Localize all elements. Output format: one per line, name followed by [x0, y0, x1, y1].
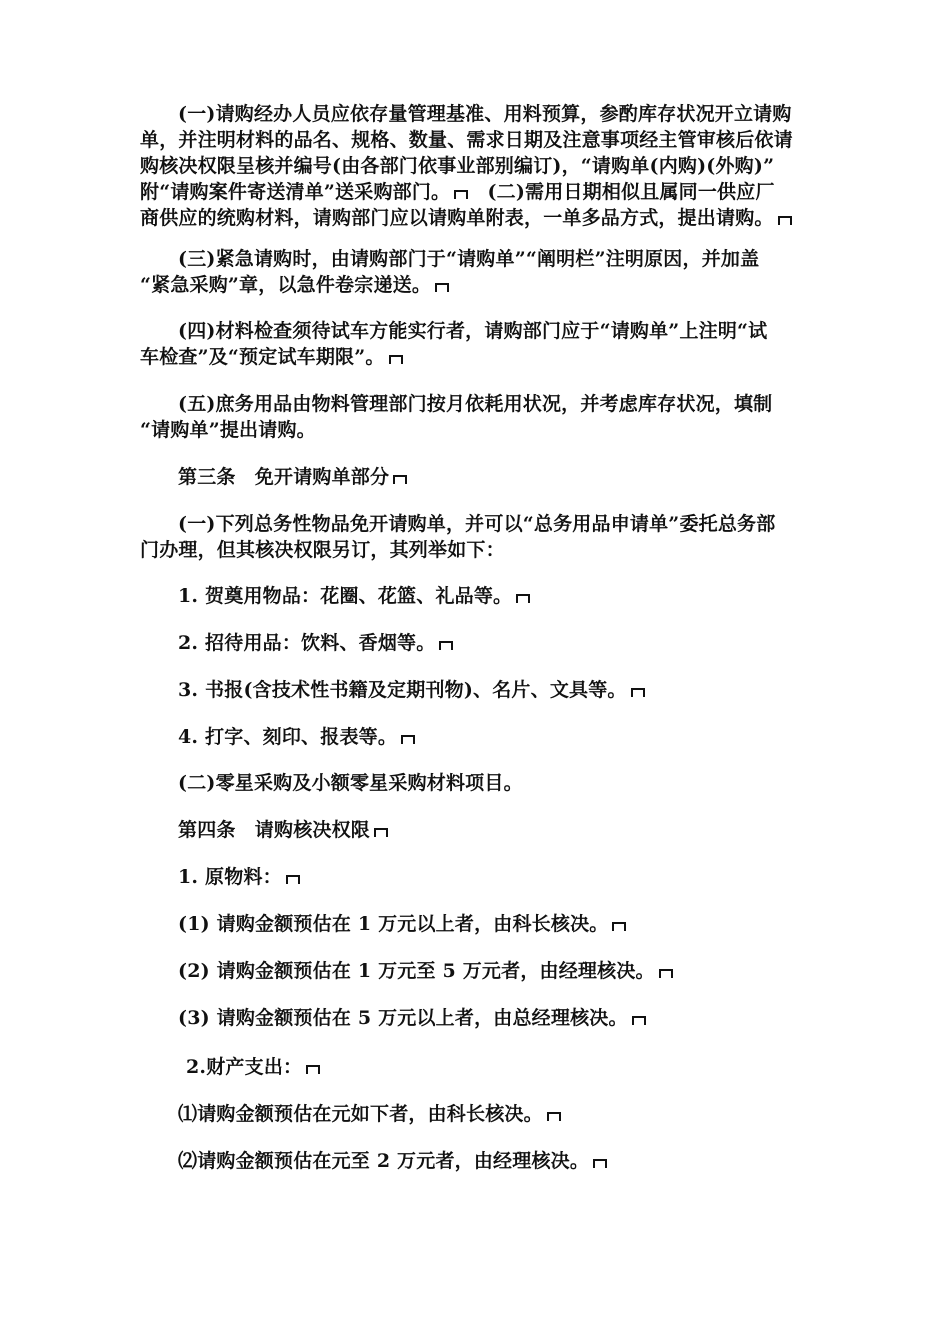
text-line [178, 511, 800, 537]
line-text: 1. 原物料： [178, 866, 282, 888]
line-text: 商供应的统购材料，请购部门应以请购单附表，一单多品方式，提出请购。 [140, 207, 774, 229]
line-text: 车检查”及“预定试车期限”。 [140, 346, 385, 368]
list-item [178, 677, 800, 703]
line-text: (一)请购经办人员应依存量管理基准、用料预算，参酌库存状况开立请购 [178, 103, 792, 125]
text-line [140, 179, 800, 205]
line-text: 购核决权限呈核并编号(由各部门依事业部别编订)，“请购单(内购)(外购)” [140, 155, 775, 177]
list-item [178, 911, 800, 937]
paragraph-mark-icon [632, 1016, 646, 1025]
paragraph-mark-icon [778, 216, 792, 225]
line-text: 第四条 请购核决权限 [178, 819, 371, 841]
paragraph-mark-icon [612, 922, 626, 931]
list-item [178, 1005, 800, 1031]
text-line [140, 205, 800, 231]
line-text: (二)零星采购及小额零星采购材料项目。 [178, 772, 523, 794]
text-line [140, 344, 800, 370]
line-text: (五)庶务用品由物料管理部门按月依耗用状况，并考虑库存状况，填制 [178, 393, 773, 415]
list-item [178, 630, 800, 656]
paragraph-mark-icon [593, 1159, 607, 1168]
paragraph-mark-icon [547, 1112, 561, 1121]
line-text: (1) 请购金额预估在 1 万元以上者，由科长核决。 [178, 913, 609, 935]
list-item [178, 864, 800, 890]
text-line [140, 153, 800, 179]
paragraph-mark-icon [631, 688, 645, 697]
paragraph-mark-icon [516, 594, 530, 603]
line-text: 单，并注明材料的品名、规格、数量、需求日期及注意事项经主管审核后依请 [140, 129, 793, 151]
paragraph-mark-icon [374, 828, 388, 837]
list-item [178, 583, 800, 609]
paragraph-mark-icon [389, 355, 403, 364]
line-text: 附“请购案件寄送清单”送采购部门。 [140, 181, 451, 203]
line-text: 3. 书报(含技术性书籍及定期刊物)、名片、文具等。 [178, 679, 627, 701]
list-item [186, 1054, 800, 1080]
line-text: 2. 招待用品：饮料、香烟等。 [178, 632, 436, 654]
line-text: 1. 贺奠用物品：花圈、花篮、礼品等。 [178, 585, 513, 607]
section-heading [178, 817, 800, 843]
paragraph-mark-icon [454, 190, 468, 199]
paragraph-mark-icon [286, 875, 300, 884]
paragraph-mark-icon [435, 283, 449, 292]
paragraph-mark-icon [401, 735, 415, 744]
list-item [178, 1148, 800, 1174]
line-text: (二)需用日期相似且属同一供应厂 [487, 181, 775, 203]
line-text: (一)下列总务性物品免开请购单，并可以“总务用品申请单”委托总务部 [178, 513, 776, 535]
line-text: “请购单”提出请购。 [140, 419, 316, 441]
line-text: 4. 打字、刻印、报表等。 [178, 726, 398, 748]
text-line [178, 246, 800, 272]
text-line [140, 127, 800, 153]
paragraph-mark-icon [306, 1065, 320, 1074]
line-text: (三)紧急请购时，由请购部门于“请购单”“阐明栏”注明原因，并加盖 [178, 248, 760, 270]
section-heading [178, 464, 800, 490]
line-text: 门办理，但其核决权限另订，其列举如下： [140, 539, 505, 561]
list-item [178, 724, 800, 750]
list-item [178, 958, 800, 984]
line-text: (3) 请购金额预估在 5 万元以上者，由总经理核决。 [178, 1007, 628, 1029]
text-line [140, 417, 800, 443]
line-text: “紧急采购”章，以急件卷宗递送。 [140, 274, 432, 296]
list-item [178, 1101, 800, 1127]
text-line [140, 272, 800, 298]
paragraph-mark-icon [393, 475, 407, 484]
paragraph-mark-icon [439, 641, 453, 650]
line-text: (2) 请购金额预估在 1 万元至 5 万元者，由经理核决。 [178, 960, 655, 982]
line-text: ⑵请购金额预估在元至 2 万元者，由经理核决。 [178, 1150, 590, 1172]
text-line [140, 537, 800, 563]
text-line [178, 318, 800, 344]
line-text: ⑴请购金额预估在元如下者，由科长核决。 [178, 1103, 543, 1125]
line-text: 第三条 免开请购单部分 [178, 466, 390, 488]
text-line [178, 391, 800, 417]
line-text: (四)材料检查须待试车方能实行者，请购部门应于“请购单”上注明“试 [178, 320, 768, 342]
text-line [178, 101, 800, 127]
paragraph-mark-icon [659, 969, 673, 978]
text-line [178, 770, 800, 796]
line-text: 2.财产支出： [186, 1056, 303, 1078]
